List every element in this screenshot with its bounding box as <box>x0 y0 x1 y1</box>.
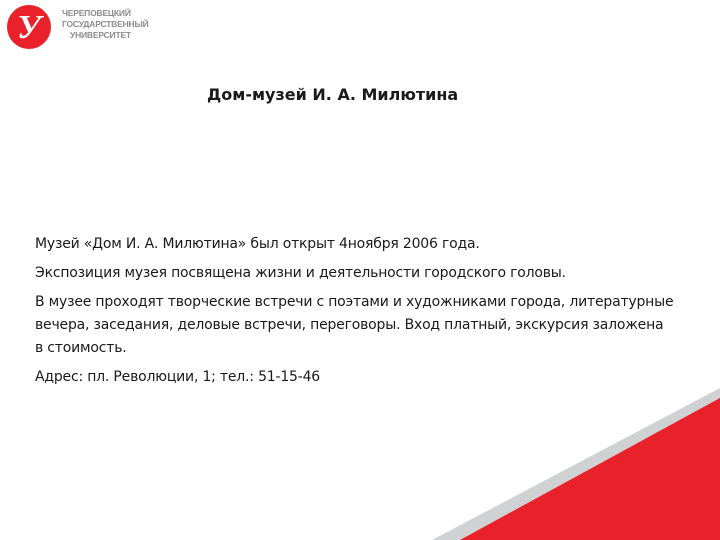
corner-red-wedge <box>460 398 720 540</box>
paragraph-exposition: Экспозиция музея посвящена жизни и деятельности городского головы. <box>35 265 566 281</box>
paragraph-events: В музее проходят творческие встречи с поэтами и художниками города, литературные вечера, заседания, деловые встречи, переговоры. Вход платный, экскурсия заложена в стоимость. <box>35 294 674 356</box>
university-logo-icon <box>6 4 52 50</box>
slide-body <box>35 233 675 395</box>
logo-line-3: УНИВЕРСИТЕТ <box>70 30 131 40</box>
paragraph-address: Адрес: пл. Революции, 1; тел.: 51-15-46 <box>35 369 321 385</box>
paragraph-opening: Музей «Дом И. А. Милютина» был открыт 4ноября 2006 года. <box>35 236 480 252</box>
slide-title: Дом-музей И. А. Милютина <box>207 85 459 104</box>
university-logo <box>6 4 156 50</box>
logo-line-2: ГОСУДАРСТВЕННЫЙ <box>62 19 149 29</box>
university-name <box>62 8 149 41</box>
corner-gray-band <box>432 388 720 540</box>
logo-line-1: ЧЕРЕПОВЕЦКИЙ <box>62 8 131 18</box>
logo-letter: У <box>17 9 41 46</box>
